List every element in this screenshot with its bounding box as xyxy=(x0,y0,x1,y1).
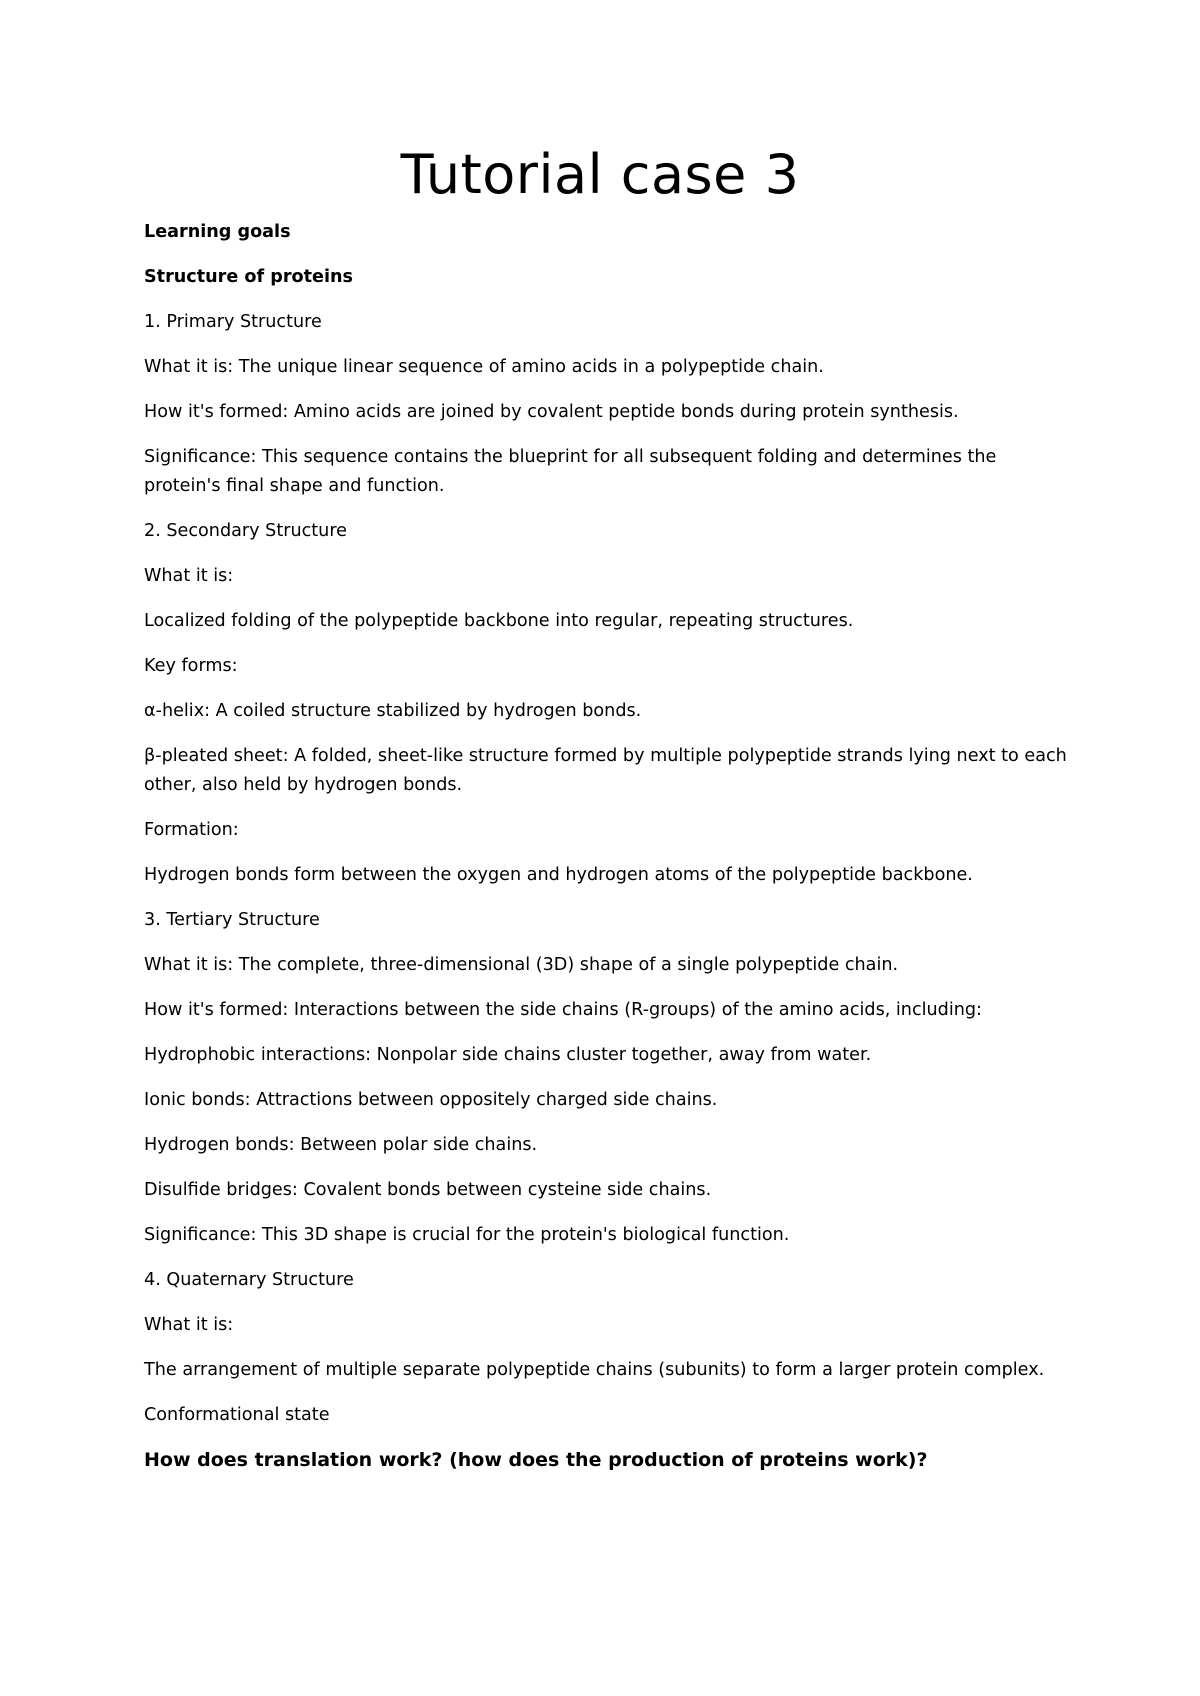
hydrogen-bonds-item: Hydrogen bonds: Between polar side chains. xyxy=(144,1135,538,1155)
primary-what-it-is: What it is: The unique linear sequence of amino acids in a polypeptide chain. xyxy=(144,357,824,377)
quaternary-what-text: The arrangement of multiple separate polypeptide chains (subunits) to form a larger protein complex. xyxy=(144,1360,1045,1380)
secondary-formation-label: Formation: xyxy=(144,820,239,840)
tertiary-significance: Significance: This 3D shape is crucial for the protein's biological function. xyxy=(144,1225,790,1245)
hydrophobic-interactions-item: Hydrophobic interactions: Nonpolar side chains cluster together, away from water. xyxy=(144,1045,872,1065)
translation-question-heading: How does translation work? (how does the production of proteins work)? xyxy=(144,1449,928,1471)
beta-sheet-item: β-pleated sheet: A folded, sheet-like structure formed by multiple polypeptide strands lying next to each other, also held by hydrogen bonds. xyxy=(144,746,1067,795)
tertiary-what-it-is: What it is: The complete, three-dimensional (3D) shape of a single polypeptide chain. xyxy=(144,955,899,975)
conformational-state: Conformational state xyxy=(144,1405,330,1425)
secondary-formation-text: Hydrogen bonds form between the oxygen and hydrogen atoms of the polypeptide backbone. xyxy=(144,865,973,885)
primary-how-formed: How it's formed: Amino acids are joined by covalent peptide bonds during protein synthesis. xyxy=(144,402,959,422)
structure-of-proteins-heading: Structure of proteins xyxy=(144,267,353,287)
secondary-key-forms-label: Key forms: xyxy=(144,656,238,676)
primary-structure-heading: 1. Primary Structure xyxy=(144,312,322,332)
secondary-structure-heading: 2. Secondary Structure xyxy=(144,521,347,541)
document-title: Tutorial case 3 xyxy=(400,143,800,206)
disulfide-bridges-item: Disulfide bridges: Covalent bonds between cysteine side chains. xyxy=(144,1180,712,1200)
learning-goals-heading: Learning goals xyxy=(144,222,291,242)
quaternary-what-label: What it is: xyxy=(144,1315,234,1335)
tertiary-how-formed: How it's formed: Interactions between the side chains (R-groups) of the amino acids, including: xyxy=(144,1000,982,1020)
document-body xyxy=(144,218,1074,1491)
quaternary-structure-heading: 4. Quaternary Structure xyxy=(144,1270,354,1290)
tertiary-structure-heading: 3. Tertiary Structure xyxy=(144,910,320,930)
secondary-what-text: Localized folding of the polypeptide backbone into regular, repeating structures. xyxy=(144,611,854,631)
secondary-what-label: What it is: xyxy=(144,566,234,586)
primary-significance: Significance: This sequence contains the blueprint for all subsequent folding and determines the protein's final shape and function. xyxy=(144,447,997,496)
ionic-bonds-item: Ionic bonds: Attractions between oppositely charged side chains. xyxy=(144,1090,718,1110)
alpha-helix-item: α-helix: A coiled structure stabilized by hydrogen bonds. xyxy=(144,701,642,721)
